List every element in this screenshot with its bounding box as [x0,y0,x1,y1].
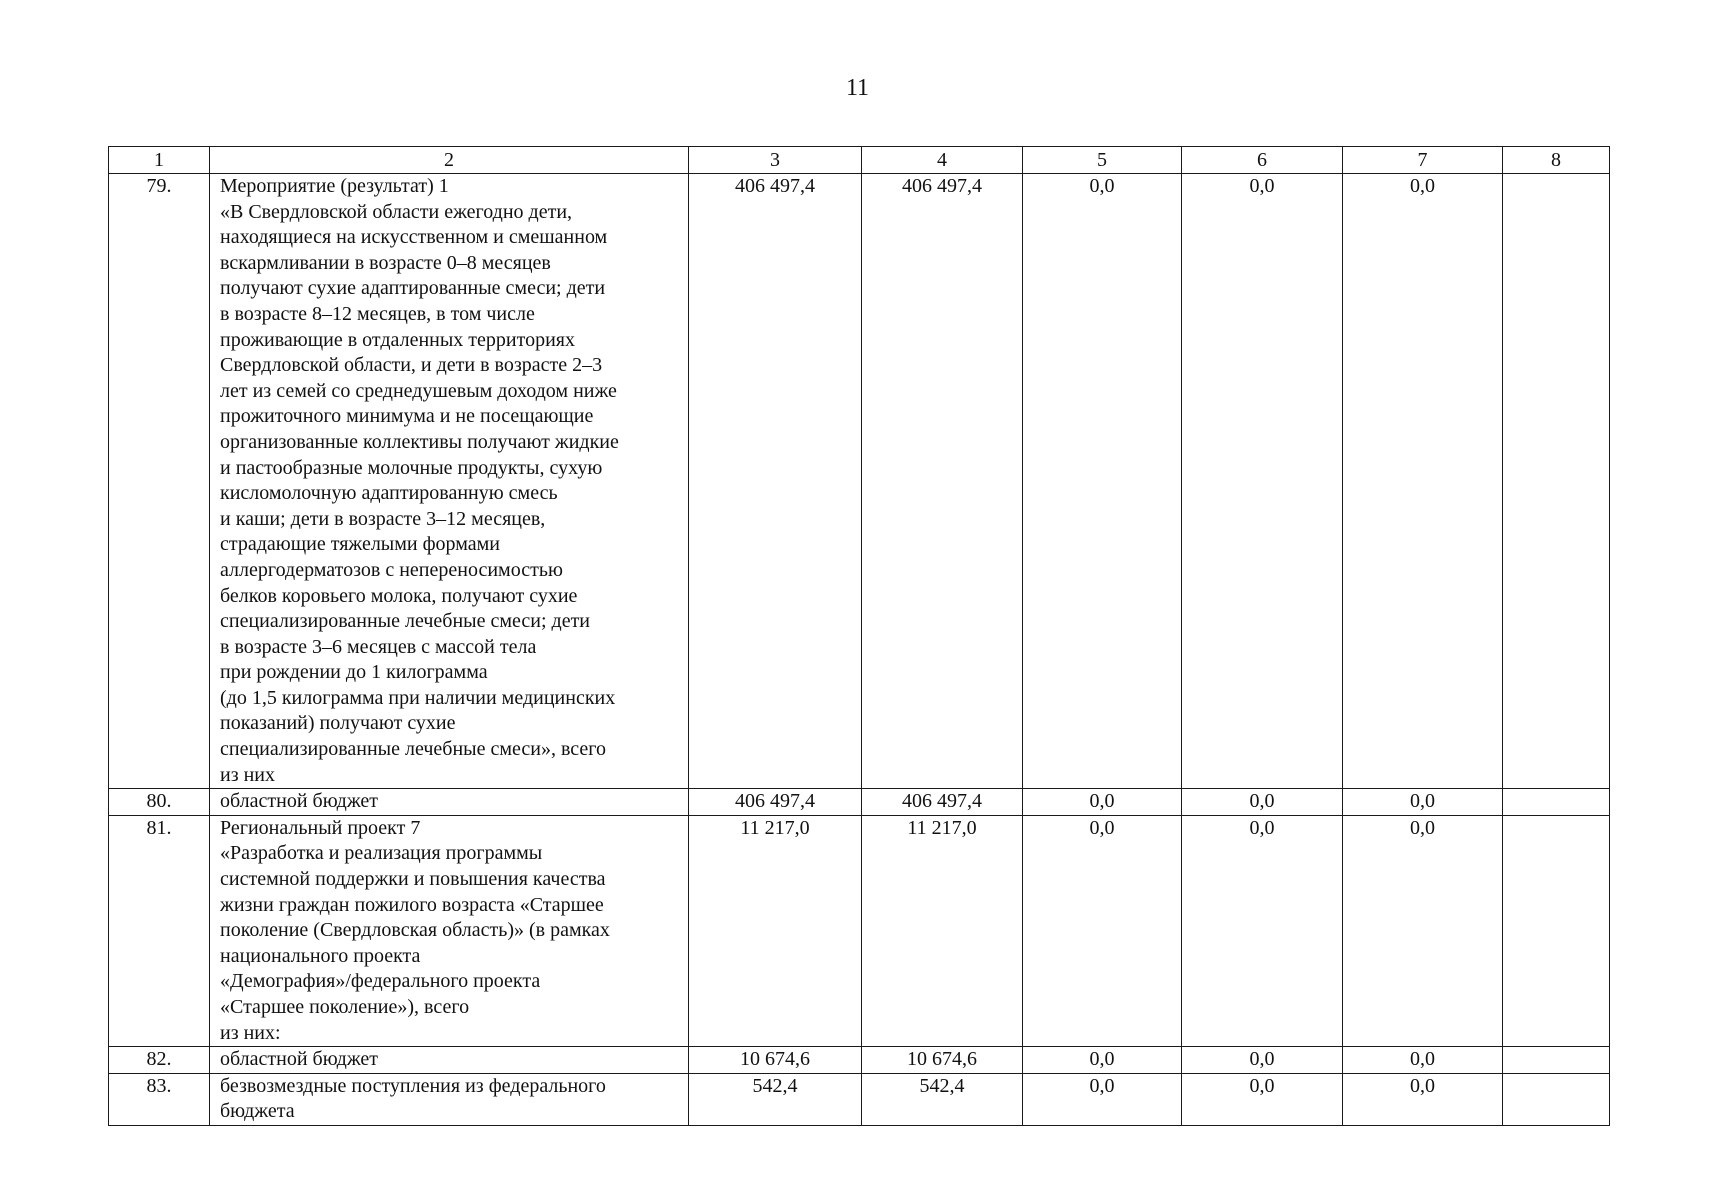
row-description: областной бюджет [210,1047,689,1074]
row-description: областной бюджет [210,789,689,816]
cell-col-5: 0,0 [1023,789,1182,816]
cell-col-8 [1503,789,1610,816]
cell-col-5: 0,0 [1023,174,1182,789]
column-header-7: 7 [1343,147,1503,174]
row-description: Мероприятие (результат) 1 «В Свердловской области ежегодно дети, находящиеся на искусственном и смешанном вскармливании в возрасте 0–8 месяцев получают сухие адаптированные смеси; дети в возрасте 8–12 месяцев, в том числе проживающие в отдаленных территориях Свердловской области, и дети в возрасте 2–3 лет из семей со среднедушевым доходом ниже прожиточного минимума и не посещающие организованные коллективы получают жидкие и пастообразные молочные продукты, сухую кисломолочную адаптированную смесь и каши; дети в возрасте 3–12 месяцев, страдающие тяжелыми формами аллергодерматозов с непереносимостью белков коровьего молока, получают сухие специализированные лечебные смеси; дети в возрасте 3–6 месяцев с массой тела при рождении до 1 килограмма (до 1,5 килограмма при наличии медицинских показаний) получают сухие специализированные лечебные смеси», всего из них [210,174,689,789]
cell-col-7: 0,0 [1343,1073,1503,1125]
cell-col-4: 406 497,4 [862,174,1023,789]
row-number: 79. [109,174,210,789]
cell-col-6: 0,0 [1182,1047,1343,1074]
budget-table [108,146,1610,1126]
row-number: 83. [109,1073,210,1125]
table-row [109,815,1610,1046]
table-row [109,1047,1610,1074]
cell-col-3: 406 497,4 [689,174,862,789]
cell-col-7: 0,0 [1343,174,1503,789]
column-header-6: 6 [1182,147,1343,174]
cell-col-3: 406 497,4 [689,789,862,816]
cell-col-8 [1503,815,1610,1046]
column-header-4: 4 [862,147,1023,174]
cell-col-6: 0,0 [1182,1073,1343,1125]
table-row [109,1073,1610,1125]
column-header-1: 1 [109,147,210,174]
cell-col-5: 0,0 [1023,1047,1182,1074]
column-header-5: 5 [1023,147,1182,174]
cell-col-5: 0,0 [1023,1073,1182,1125]
cell-col-6: 0,0 [1182,174,1343,789]
page-number: 11 [845,75,870,101]
cell-col-4: 11 217,0 [862,815,1023,1046]
cell-col-3: 542,4 [689,1073,862,1125]
table-row [109,174,1610,789]
cell-col-6: 0,0 [1182,789,1343,816]
row-description: Региональный проект 7 «Разработка и реализация программы системной поддержки и повышения качества жизни граждан пожилого возраста «Старшее поколение (Свердловская область)» (в рамках национального проекта «Демография»/федерального проекта «Старшее поколение»), всего из них: [210,815,689,1046]
cell-col-5: 0,0 [1023,815,1182,1046]
row-number: 80. [109,789,210,816]
cell-col-8 [1503,1047,1610,1074]
column-header-8: 8 [1503,147,1610,174]
row-number: 81. [109,815,210,1046]
cell-col-7: 0,0 [1343,815,1503,1046]
cell-col-4: 542,4 [862,1073,1023,1125]
row-number: 82. [109,1047,210,1074]
cell-col-8 [1503,1073,1610,1125]
cell-col-4: 10 674,6 [862,1047,1023,1074]
cell-col-7: 0,0 [1343,789,1503,816]
table-body [109,174,1610,1126]
row-description: безвозмездные поступления из федерального бюджета [210,1073,689,1125]
cell-col-4: 406 497,4 [862,789,1023,816]
table-row [109,789,1610,816]
header-row [109,147,1610,174]
cell-col-3: 11 217,0 [689,815,862,1046]
cell-col-6: 0,0 [1182,815,1343,1046]
column-header-2: 2 [210,147,689,174]
cell-col-3: 10 674,6 [689,1047,862,1074]
column-header-3: 3 [689,147,862,174]
cell-col-7: 0,0 [1343,1047,1503,1074]
table-header [109,147,1610,174]
cell-col-8 [1503,174,1610,789]
